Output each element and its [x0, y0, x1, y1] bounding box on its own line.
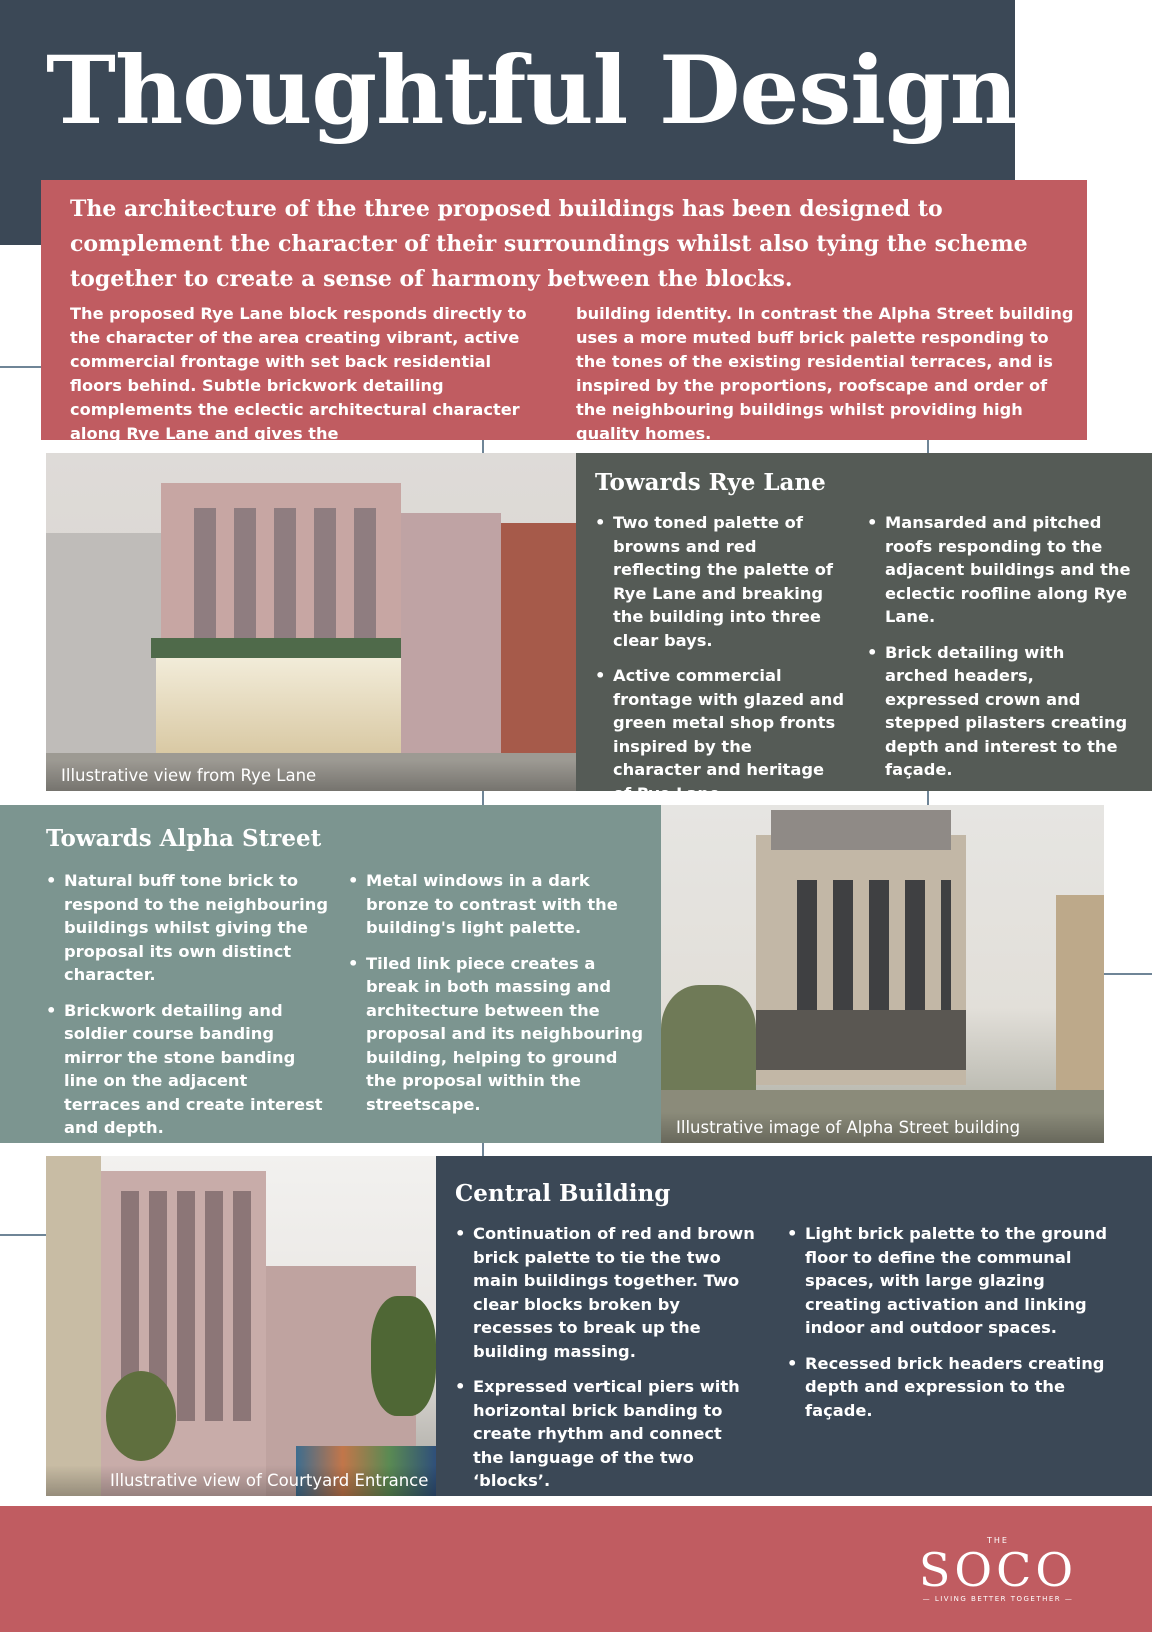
- footer-band: [0, 1506, 1152, 1632]
- central-building-panel: [436, 1156, 1152, 1496]
- bullet-item: • Active commercial frontage with glazed and green metal shop fronts inspired by the character and heritage of Rye Lane.: [595, 664, 845, 805]
- alpha-street-caption: Illustrative image of Alpha Street building: [661, 1112, 1104, 1143]
- page-title: Thoughtful Design: [46, 36, 1018, 146]
- bullet-item: • Light brick palette to the ground floor to define the communal spaces, with large glazing creating activation and linking indoor and outdoor spaces.: [787, 1222, 1117, 1340]
- alpha-street-bullets-left: [46, 869, 328, 1152]
- bullet-item: • Metal windows in a dark bronze to contrast with the building's light palette.: [348, 869, 648, 940]
- intro-text-right: building identity. In contrast the Alpha Street building uses a more muted buff brick palette responding to the tones of the existing residential terraces, and is inspired by the proportions, roofscape and order of the neighbouring buildings whilst providing high quality homes.: [576, 304, 1074, 443]
- central-building-bullets-left: [455, 1222, 755, 1505]
- logo-word: SOCO: [918, 1543, 1078, 1597]
- bullet-item: • Tiled link piece creates a break in both massing and architecture between the proposal and its neighbouring building, helping to ground the proposal within the streetscape.: [348, 952, 648, 1117]
- connector-line: [0, 1234, 46, 1236]
- bullet-item: • Continuation of red and brown brick palette to tie the two main buildings together. Two clear blocks broken by recesses to break up the building massing.: [455, 1222, 755, 1363]
- bullet-item: • Two toned palette of browns and red reflecting the palette of Rye Lane and breaking the building into three clear bays.: [595, 511, 845, 652]
- central-building-caption: Illustrative view of Courtyard Entrance: [46, 1465, 436, 1496]
- connector-line: [482, 791, 484, 805]
- alpha-street-bullets-right: [348, 869, 648, 1128]
- intro-box: [41, 180, 1087, 443]
- rye-lane-panel: [576, 453, 1152, 803]
- bullet-item: • Natural buff tone brick to respond to the neighbouring buildings whilst giving the proposal its own distinct character.: [46, 869, 328, 987]
- alpha-street-image: [661, 805, 1104, 1143]
- soco-logo: [918, 1536, 1078, 1604]
- alpha-street-panel: [0, 805, 661, 1143]
- central-building-image: [46, 1156, 436, 1496]
- alpha-street-heading: Towards Alpha Street: [46, 825, 322, 852]
- logo-the: THE: [987, 1536, 1009, 1545]
- rye-lane-bullets-right: [867, 511, 1132, 794]
- connector-line: [1104, 973, 1152, 975]
- rye-lane-caption: Illustrative view from Rye Lane: [46, 760, 576, 791]
- bullet-item: • Expressed vertical piers with horizontal brick banding to create rhythm and connect the language of the two ‘blocks’.: [455, 1375, 755, 1493]
- rye-lane-image: [46, 453, 576, 791]
- central-building-heading: Central Building: [455, 1180, 671, 1207]
- rye-lane-heading: Towards Rye Lane: [595, 469, 826, 496]
- intro-lead: The architecture of the three proposed buildings has been designed to complement the character of their surroundings whilst also tying the scheme together to create a sense of harmony between the blocks.: [70, 196, 1028, 292]
- logo-tagline: — LIVING BETTER TOGETHER —: [922, 1595, 1074, 1603]
- bullet-item: • Brick detailing with arched headers, expressed crown and stepped pilasters creating depth and interest to the façade.: [867, 641, 1132, 782]
- central-building-bullets-right: [787, 1222, 1117, 1434]
- bullet-item: • Brickwork detailing and soldier course banding mirror the stone banding line on the adjacent terraces and create interest and depth.: [46, 999, 328, 1140]
- connector-line: [482, 1143, 484, 1156]
- bullet-item: • Mansarded and pitched roofs responding to the adjacent buildings and the eclectic roofline along Rye Lane.: [867, 511, 1132, 629]
- rye-lane-bullets-left: [595, 511, 845, 817]
- intro-text-left: The proposed Rye Lane block responds directly to the character of the area creating vibrant, active commercial frontage with set back residential floors behind. Subtle brickwork detailing complements the eclectic architectural character along Rye Lane and gives the: [70, 304, 527, 443]
- connector-line: [0, 366, 41, 368]
- bullet-item: • Recessed brick headers creating depth and expression to the façade.: [787, 1352, 1117, 1423]
